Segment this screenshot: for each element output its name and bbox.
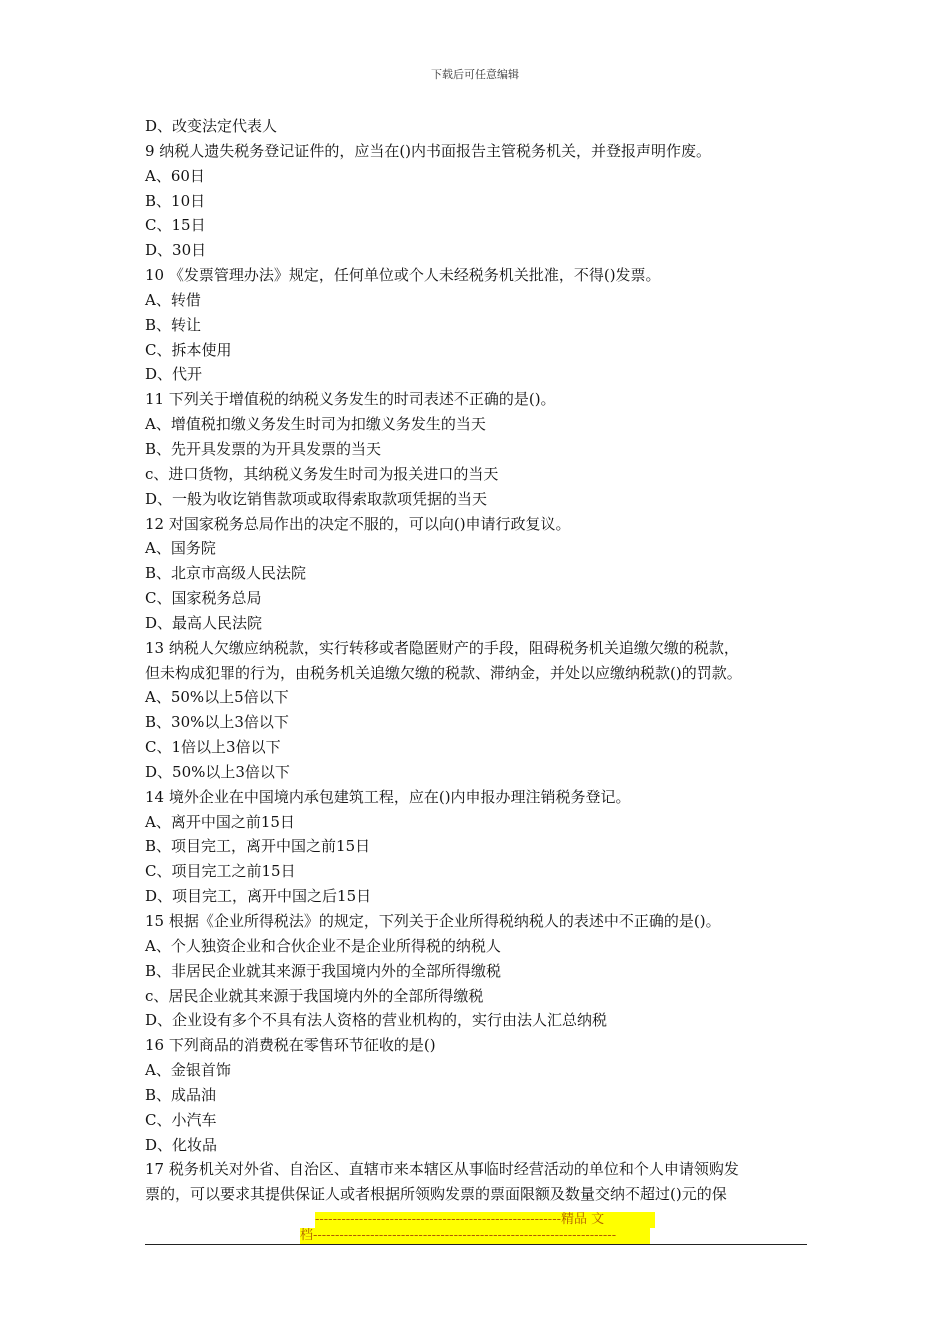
text-line: D、化妆品	[145, 1135, 218, 1154]
text-line: A、离开中国之前15日	[145, 812, 295, 831]
text-line: B、30%以上3倍以下	[145, 713, 289, 732]
footer-rule	[145, 1244, 807, 1245]
text-line: C、拆本使用	[145, 340, 232, 359]
text-line: A、转借	[145, 290, 201, 309]
text-line: B、10日	[145, 191, 206, 210]
text-line: A、50%以上5倍以下	[145, 688, 289, 707]
footer-line-1: --------------------------------------------------------精品 文	[315, 1212, 655, 1228]
text-line: 17 税务机关对外省、自治区、直辖市来本辖区从事临时经营活动的单位和个人申请领购发	[145, 1160, 739, 1179]
text-line: 票的，可以要求其提供保证人或者根据所领购发票的票面限额及数量交纳不超过()元的保	[145, 1185, 727, 1204]
text-line: B、非居民企业就其来源于我国境内外的全部所得缴税	[145, 961, 502, 980]
footer-line-2: 档---------------------------------------------------------------------	[300, 1228, 650, 1244]
text-line: A、个人独资企业和合伙企业不是企业所得税的纳税人	[145, 936, 501, 955]
text-line: 11 下列关于增值税的纳税义务发生的时司表述不正确的是()。	[145, 390, 556, 409]
text-line: 16 下列商品的消费税在零售环节征收的是()	[145, 1036, 436, 1055]
text-line: 9 纳税人遗失税务登记证件的，应当在()内书面报告主管税务机关，并登报声明作废。	[145, 141, 712, 160]
text-line: A、60日	[145, 166, 205, 185]
text-line: B、转让	[145, 315, 202, 334]
text-line: C、小汽车	[145, 1110, 217, 1129]
text-line: D、企业设有多个不具有法人资格的营业机构的，实行由法人汇总纳税	[145, 1011, 608, 1030]
text-line: D、项目完工，离开中国之后15日	[145, 887, 372, 906]
text-line: 但未构成犯罪的行为，由税务机关追缴欠缴的税款、滞纳金，并处以应缴纳税款()的罚款。	[145, 663, 742, 682]
text-line: D、30日	[145, 241, 207, 260]
text-line: 13 纳税人欠缴应纳税款，实行转移或者隐匿财产的手段，阻碍税务机关追缴欠缴的税款，	[145, 638, 739, 657]
text-line: 10 《发票管理办法》规定，任何单位或个人未经税务机关批准，不得()发票。	[145, 266, 661, 285]
text-line: B、先开具发票的为开具发票的当天	[145, 439, 382, 458]
text-line: 14 境外企业在中国境内承包建筑工程，应在()内申报办理注销税务登记。	[145, 787, 631, 806]
text-line: A、金银首饰	[145, 1061, 231, 1080]
text-line: c、进口货物，其纳税义务发生时司为报关进口的当天	[145, 464, 499, 483]
text-line: A、国务院	[145, 539, 216, 558]
text-line: D、一般为收讫销售款项或取得索取款项凭据的当天	[145, 489, 488, 508]
text-line: C、项目完工之前15日	[145, 862, 296, 881]
document-body	[145, 114, 815, 1207]
text-line: D、最高人民法院	[145, 613, 263, 632]
text-line: C、1倍以上3倍以下	[145, 738, 281, 757]
text-line: D、50%以上3倍以下	[145, 762, 290, 781]
text-line: C、国家税务总局	[145, 589, 262, 608]
text-line: 15 根据《企业所得税法》的规定，下列关于企业所得税纳税人的表述中不正确的是()。	[145, 912, 721, 930]
text-line: 12 对国家税务总局作出的决定不服的，可以向()申请行政复议。	[145, 514, 571, 533]
text-line: B、北京市高级人民法院	[145, 564, 307, 583]
text-line: A、增值税扣缴义务发生时司为扣缴义务发生的当天	[145, 415, 486, 434]
text-line: D、改变法定代表人	[145, 117, 278, 135]
text-line: D、代开	[145, 365, 203, 384]
text-line: C、15日	[145, 216, 206, 235]
text-line: c、居民企业就其来源于我国境内外的全部所得缴税	[145, 986, 484, 1005]
text-line: B、成品油	[145, 1085, 217, 1104]
footer-watermark	[145, 1212, 815, 1244]
text-line: B、项目完工，离开中国之前15日	[145, 837, 371, 856]
page-header: 下载后可任意编辑	[431, 68, 519, 81]
